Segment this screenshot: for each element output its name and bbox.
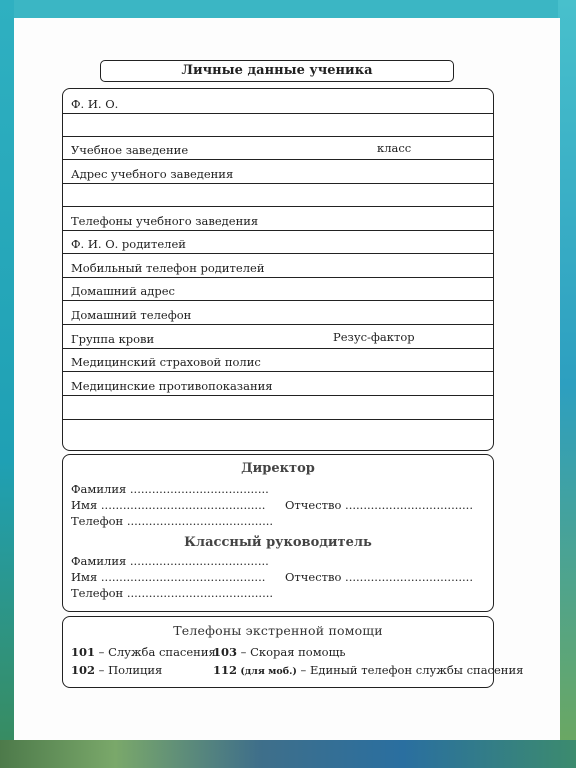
label-school: Учебное заведение (71, 143, 189, 157)
label-home-phone: Домашний телефон (71, 308, 192, 322)
row-blood[interactable] (63, 324, 493, 349)
background-left (0, 0, 14, 768)
label-parents-fio: Ф. И. О. родителей (71, 237, 186, 251)
class-teacher-patronymic[interactable]: Отчество ................................... (285, 570, 473, 584)
director-name[interactable]: Имя ............................................. (71, 498, 266, 512)
row-home-phone[interactable] (63, 300, 493, 325)
row-parents-fio[interactable] (63, 230, 493, 254)
row-blank-2[interactable] (63, 419, 493, 448)
label-school-phones: Телефоны учебного заведения (71, 214, 259, 228)
label-fio: Ф. И. О. (71, 97, 119, 111)
director-heading: Директор (241, 461, 315, 476)
emergency-item: 102 – Полиция (71, 663, 163, 677)
label-class: класс (377, 141, 412, 155)
row-blank-1[interactable] (63, 395, 493, 420)
emergency-box (62, 616, 524, 688)
page-title: Личные данные ученика (100, 60, 454, 82)
class-teacher-heading: Классный руководитель (184, 535, 372, 550)
director-surname[interactable]: Фамилия ...................................... (71, 482, 269, 496)
row-parents-mobile[interactable] (63, 253, 493, 278)
page (14, 18, 560, 740)
emergency-item: 103 – Скорая помощь (213, 645, 346, 659)
row-school-address[interactable] (63, 159, 493, 184)
label-rh-factor: Резус-фактор (333, 330, 415, 344)
label-home-address: Домашний адрес (71, 284, 175, 298)
background-right (558, 0, 576, 768)
background-top (0, 0, 576, 18)
contacts-box (62, 454, 494, 612)
class-teacher-surname[interactable]: Фамилия ...................................... (71, 554, 269, 568)
director-phone[interactable]: Телефон ........................................ (71, 514, 274, 528)
emergency-heading: Телефоны экстренной помощи (173, 623, 383, 638)
row-school-address-blank[interactable] (63, 183, 493, 207)
label-contraindications: Медицинские противопоказания (71, 379, 273, 393)
row-fio[interactable] (63, 89, 493, 114)
label-parents-mobile: Мобильный телефон родителей (71, 261, 265, 275)
row-school-phones[interactable] (63, 206, 493, 231)
director-patronymic[interactable]: Отчество ................................... (285, 498, 473, 512)
label-blood-group: Группа крови (71, 332, 155, 346)
row-insurance[interactable] (63, 348, 493, 372)
row-school[interactable] (63, 136, 493, 160)
row-home-address[interactable] (63, 277, 493, 301)
class-teacher-name[interactable]: Имя ............................................. (71, 570, 266, 584)
emergency-item: 101 – Служба спасения (71, 645, 216, 659)
class-teacher-phone[interactable]: Телефон ........................................ (71, 586, 274, 600)
label-school-address: Адрес учебного заведения (71, 167, 234, 181)
background-bottom (0, 740, 576, 768)
row-fio-blank[interactable] (63, 113, 493, 137)
row-contraindications[interactable] (63, 371, 493, 396)
emergency-item: 112 (для моб.) – Единый телефон службы спасения (213, 663, 524, 677)
label-insurance: Медицинский страховой полис (71, 355, 261, 369)
student-data-form (62, 88, 494, 451)
